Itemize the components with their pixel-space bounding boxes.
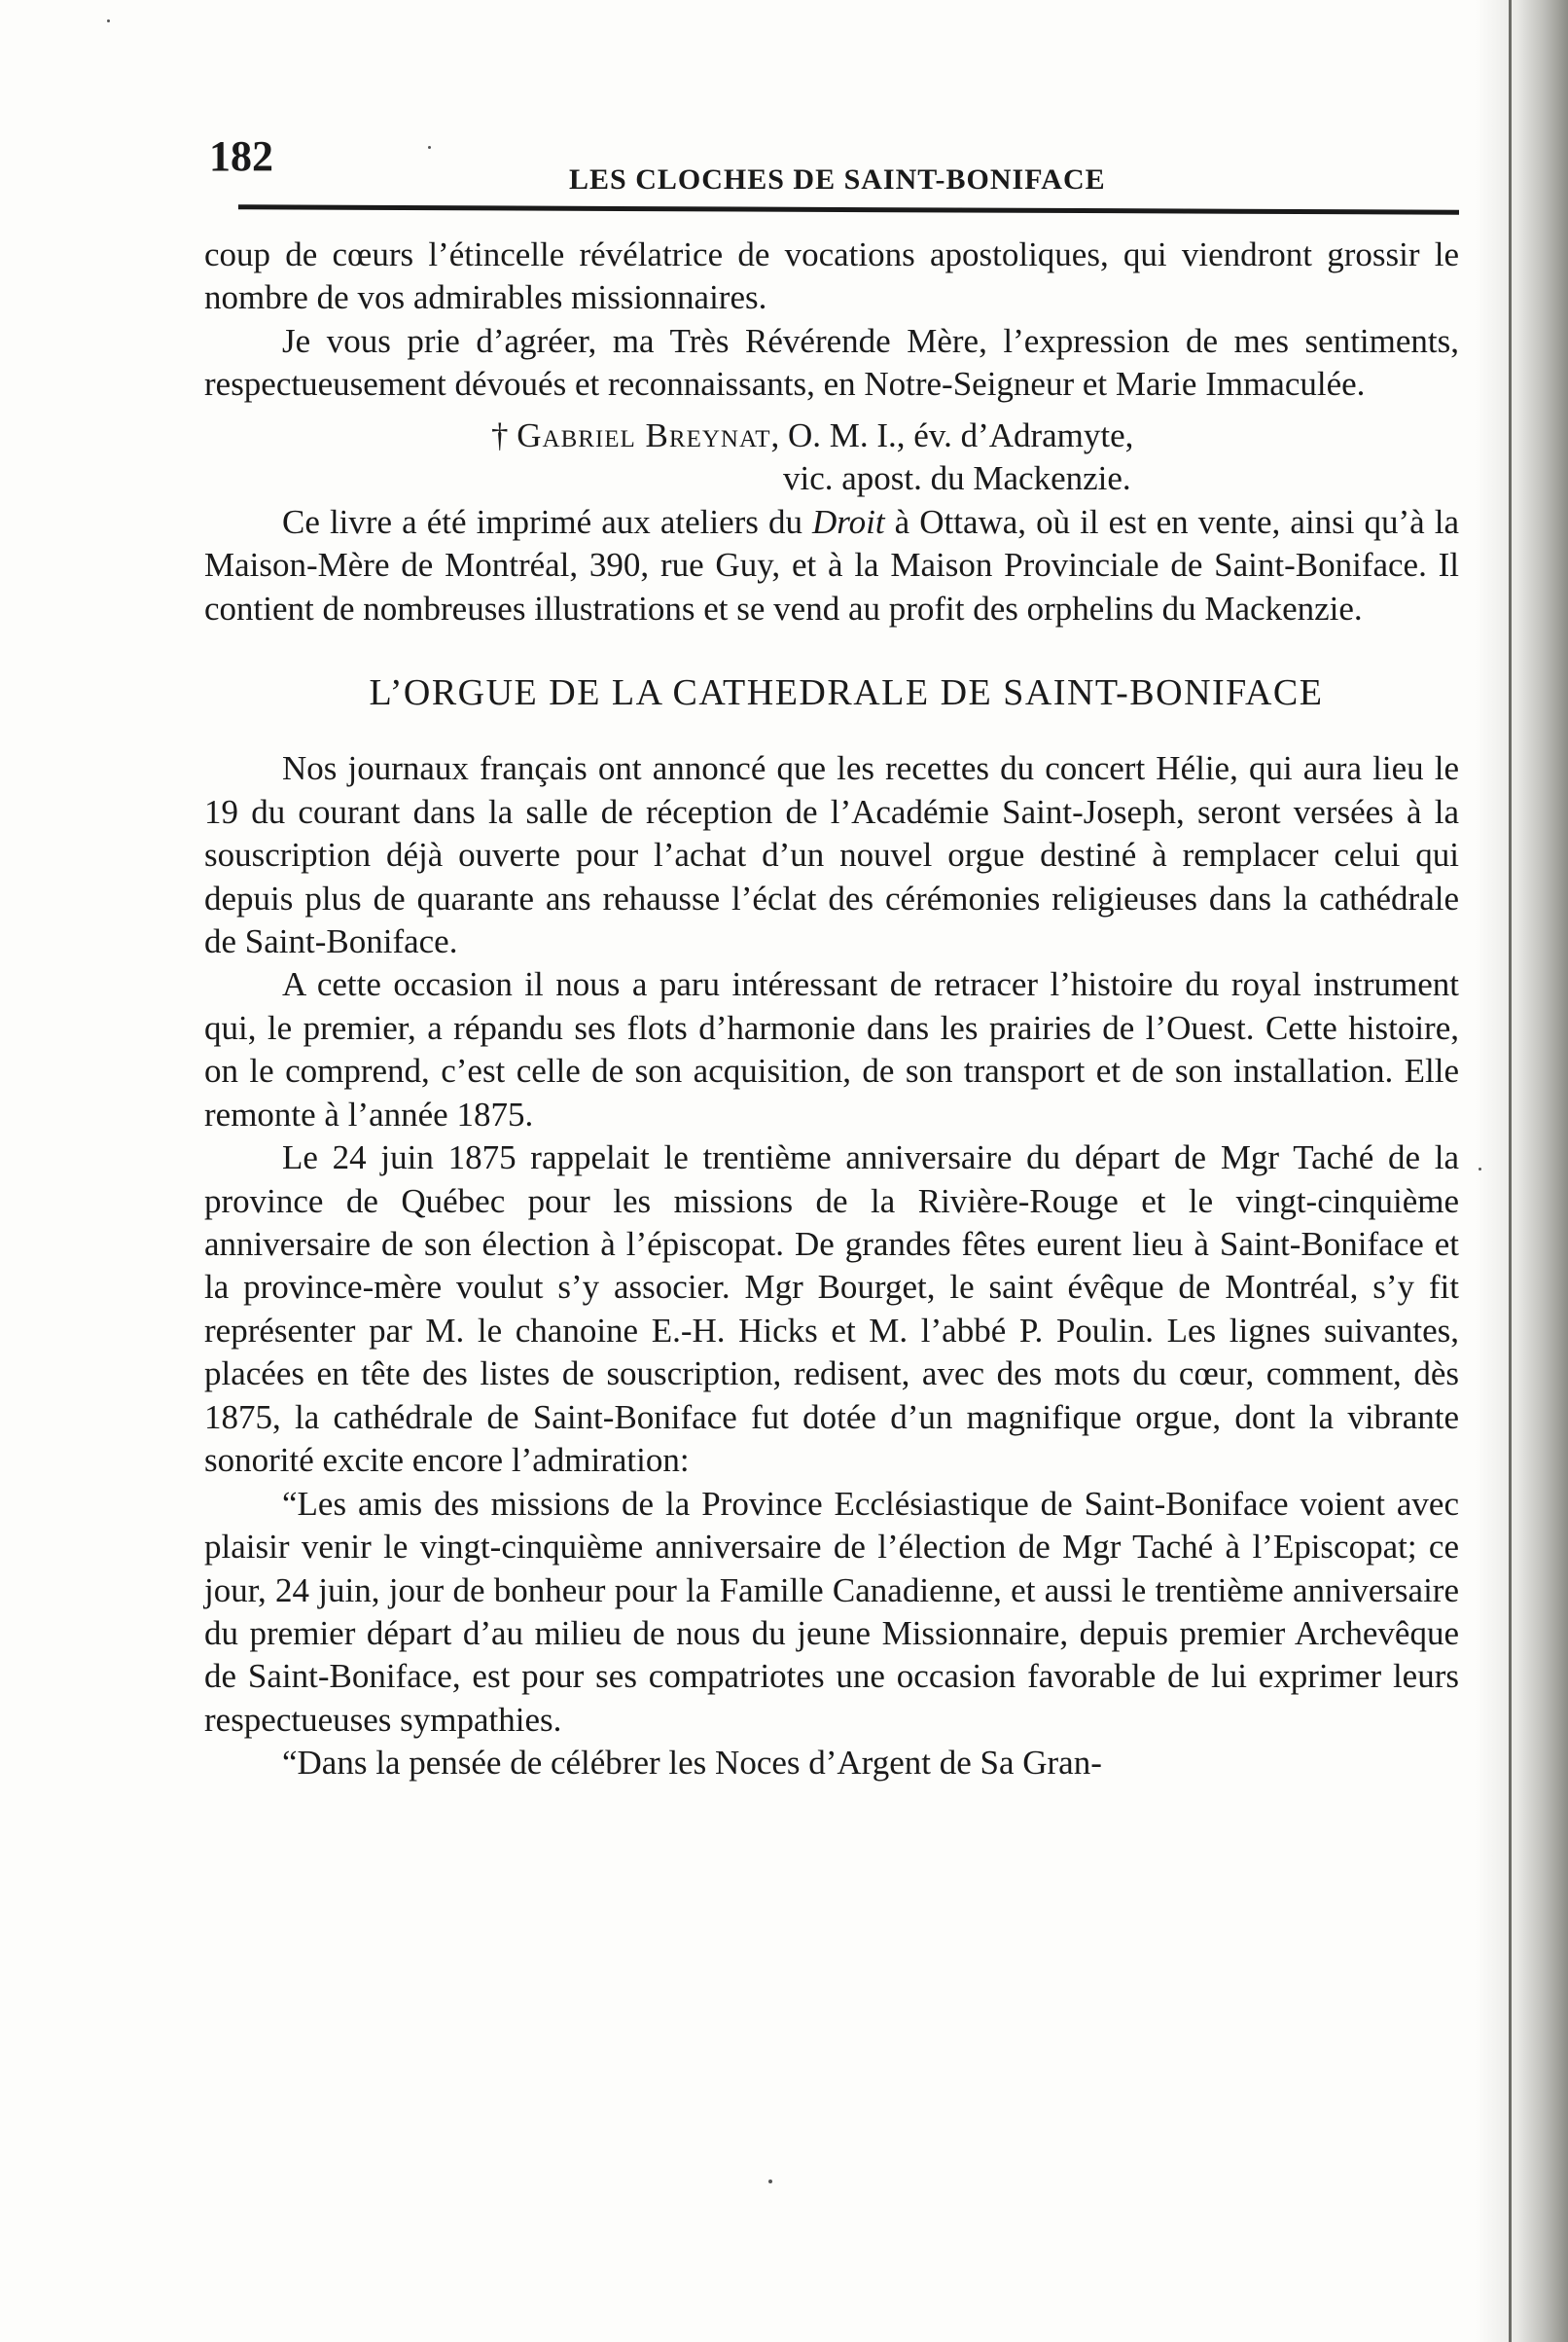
page-number: 182 [209,132,273,180]
print-speck [768,2180,772,2183]
print-speck [428,146,431,149]
signature-line-1 [491,414,1459,457]
print-speck [1479,1168,1481,1171]
article-paragraph-3: Le 24 juin 1875 rappelait le trentième anniversaire du départ de Mgr Taché de la province de Québec pour les missions de la Rivière-Rouge et le vingt-cinquième anniversaire de son élection à l’épiscopat. De grandes fêtes eurent lieu à Saint-Boniface et la province-mère voulut s’y associer. Mgr Bourget, le saint évêque de Montréal, s’y fit représenter par M. le chanoine E.-H. Hicks et M. l’abbé P. Poulin. Les lignes suivantes, placées en tête des listes de souscription, redisent, avec des mots du cœur, comment, dès 1875, la cathédrale de Saint-Boniface fut dotée d’un magnifique orgue, dont la vibrante sonorité excite encore l’admiration: [204,1138,1459,1480]
article-paragraph-1: Nos journaux français ont annoncé que les recettes du concert Hélie, qui aura lieu le 19 du courant dans la salle de réception de l’Académie Saint-Joseph, seront versées à la souscription déjà ouverte pour l’achat d’un nouvel orgue destiné à remplacer celui qui depuis plus de quarante ans rehausse l’éclat des cérémonies religieuses dans la cathédrale de Saint-Boniface. [204,749,1459,960]
running-title: LES CLOCHES DE SAINT-BONIFACE [569,163,1106,196]
newspaper-name: Droit [812,502,885,541]
signature-block [204,414,1459,501]
body-text [204,234,1459,1785]
quoted-paragraph-2: “Dans la pensée de célébrer les Noces d’Argent de Sa Gran- [282,1744,1102,1783]
book-note-text-start: Ce livre a été imprimé aux ateliers du [282,502,813,541]
article-paragraph-2: A cette occasion il nous a paru intéressant de retracer l’histoire du royal instrument qui, le premier, a répandu ses flots d’harmonie dans les prairies de l’Ouest. Cette histoire, on le comprend, c’est celle de son acquisition, de son transport et de son installation. Elle remonte à l’année 1875. [204,965,1459,1134]
signatory-name: Gabriel Breynat [517,415,771,454]
section-title: L’ORGUE DE LA CATHEDRALE DE SAINT-BONIFACE [369,671,1324,713]
quoted-paragraph-1: “Les amis des missions de la Province Ecclésiastique de Saint-Boniface voient avec plaisir venir le vingt-cinquième anniversaire de l’élection de Mgr Taché à l’Episcopat; ce jour, 24 juin, jour de bonheur pour la Famille Canadienne, et aussi le trentième anniversaire du premier départ d’au milieu de nous du jeune Missionnaire, depuis premier Archevêque de Saint-Boniface, est pour ses compatriotes une occasion favorable de lui exprimer leurs respectueuses sympathies. [204,1484,1459,1739]
signature-line-2: vic. apost. du Mackenzie. [783,459,1131,498]
book-note-text-end: à Ottawa, où il est en vente, ainsi qu’à la Maison-Mère de Montréal, 390, rue Guy, et à la Maison Provinciale de Saint-Boniface. Il contient de nombreuses illustrations et se vend au profit des orphelins du Mackenzie. [204,502,1459,628]
letter-closing-paragraph: Je vous prie d’agréer, ma Très Révérende Mère, l’expression de mes sentiments, respectueusement dévoués et reconnaissants, en Notre-Seigneur et Marie Immaculée. [204,321,1459,404]
cross-symbol: † [491,415,509,454]
book-note-paragraph [204,501,1459,631]
signatory-title: , O. M. I., év. d’Adramyte, [770,415,1134,454]
page-binding-shadow [1476,0,1568,2342]
header-rule [238,204,1459,214]
print-speck [107,19,110,22]
letter-continuation-paragraph: coup de cœurs l’étincelle révélatrice de vocations apostoliques, qui viendront grossir le nombre de vos admirables missionnaires. [204,235,1459,317]
page-binding-edge [1509,0,1512,2342]
running-head [0,0,1568,224]
